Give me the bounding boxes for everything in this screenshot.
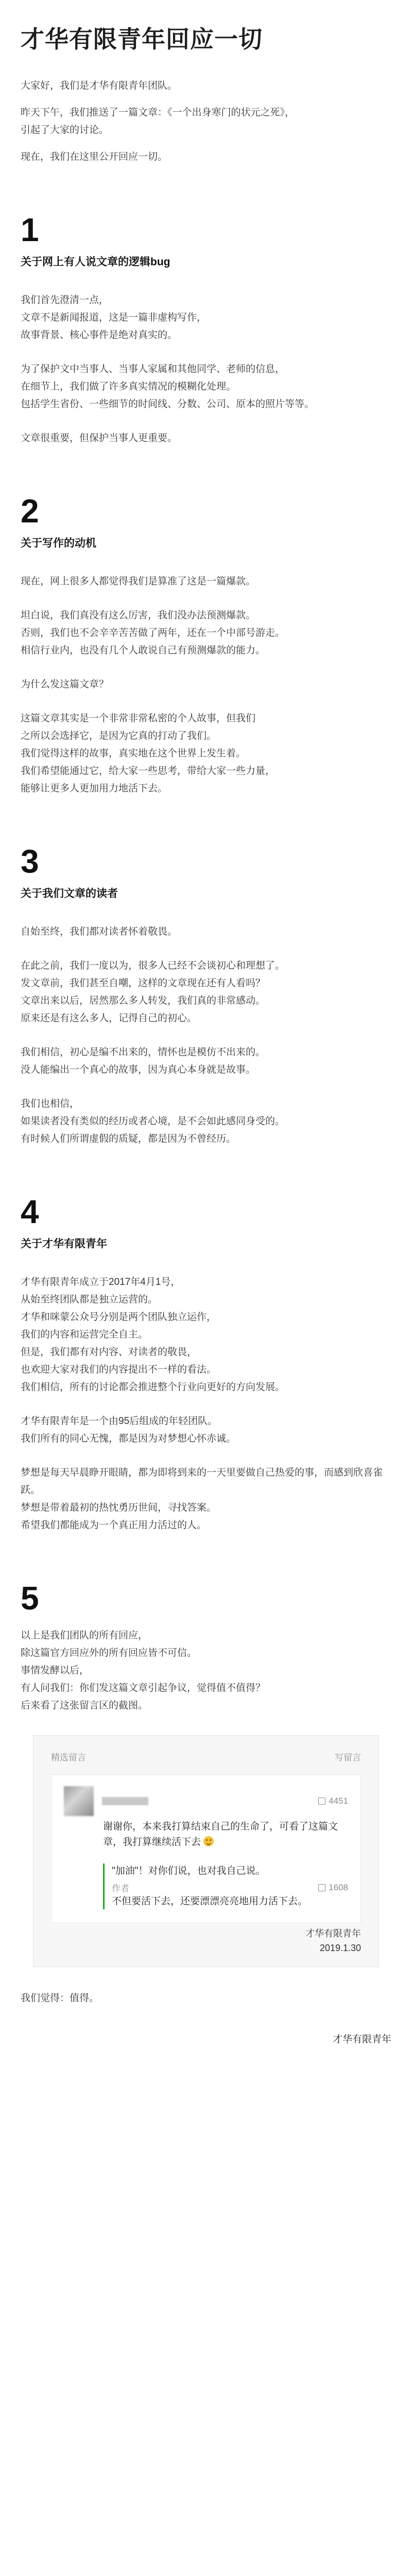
screenshot-sign-date: 2019.1.30 [319,1943,361,1953]
section-heading: 关于网上有人说文章的逻辑bug [21,256,170,268]
comment-text [103,1819,348,1850]
section-heading: 关于才华有限青年 [21,1238,107,1250]
text-line: 原来还是有这么多人，记得自己的初心。 [21,1013,197,1024]
section-2 [21,493,391,798]
page-title: 才华有限青年回应一切 [21,26,263,53]
intro-line: 昨天下午，我们推送了一篇文章：《一个出身寒门的状元之死》， [21,107,295,118]
section-number: 1 [21,211,39,248]
closing-line: 我们觉得：值得。 [21,1993,99,2004]
reply-author-label: 作者 [112,1884,129,1893]
section-heading: 关于我们文章的读者 [21,888,118,900]
text-line: 包括学生省份、一些细节的时间线、分数、公司、原本的照片等等。 [21,399,315,410]
footer-signature: 才华有限青年 [332,2034,391,2045]
text-line: 文章出来以后，居然那么多人转发，我们真的非常感动。 [21,995,266,1006]
paragraph [21,957,391,1027]
paragraph [21,923,391,941]
text-line: 能够让更多人更加用力地活下去。 [21,783,168,794]
text-line: 否则，我们也不会辛辛苦苦做了两年，还在一个中部号游走。 [21,628,285,638]
text-line: 文章很重要，但保护当事人更重要。 [21,433,178,444]
section-4 [21,1193,391,1534]
text-line: 我们所有的同心无愧，都是因为对梦想心怀赤诚。 [21,1433,236,1444]
text-line: 我们相信，初心是编不出来的，情怀也是模仿不出来的。 [21,1047,266,1058]
text-line: 事情发酵以后， [21,1665,90,1676]
text-line: 才华有限青年成立于2017年4月1号， [21,1277,181,1287]
text-line: 希望我们都能成为一个真正用力活过的人。 [21,1520,207,1531]
section-5 [21,1580,391,1715]
paragraph [21,1413,391,1448]
section-1 [21,211,391,447]
text-line: 有人问我们：你们发这篇文章引起争议，觉得值不值得？ [21,1683,266,1693]
text-line: 相信行业内，也没有几个人敢说自己有预测爆款的能力。 [21,645,266,656]
comment-screenshot [33,1735,379,1967]
text-line: 故事背景、核心事件是绝对真实的。 [21,330,178,341]
text-line: 后来看了这张留言区的截图。 [21,1700,148,1711]
paragraph [21,430,391,447]
intro-line: 大家好，我们是才华有限青年团队。 [21,80,178,91]
text-line: 为什么发这篇文章？ [21,679,109,690]
paragraph [21,1274,391,1396]
text-line: 梦想是每天早晨睁开眼睛，都为即将到来的一天里要做自己热爱的事，而感到欣喜雀跃。 [21,1467,383,1496]
blurred-nickname [102,1797,148,1805]
paragraph [21,1044,391,1079]
reply-likes[interactable] [318,1883,348,1893]
text-line: 发文章前，我们甚至自嘲，这样的文章现在还有人看吗？ [21,978,266,989]
reply-like-count: 1608 [329,1882,348,1892]
paragraph [21,361,391,413]
text-line: 才华和咪蒙公众号分别是两个团队独立运作， [21,1312,217,1323]
screenshot-signature [51,1926,361,1955]
text-line: 文章不是新闻报道，这是一篇非虚构写作， [21,312,207,323]
paragraph [21,607,391,659]
reply-text-continued: 不但要活下去，还要漂漂亮亮地用力活下去。 [112,1896,308,1907]
smile-emoji-icon [203,1836,214,1846]
author-reply [103,1863,348,1909]
paragraph [21,1627,391,1715]
text-line: 在细节上，我们做了许多真实情况的模糊化处理。 [21,381,236,392]
text-line: 现在，网上很多人都觉得我们是算准了这是一篇爆款。 [21,576,256,587]
text-line: 在此之前，我们一度以为，很多人已经不会谈初心和理想了。 [21,960,285,971]
text-line: 为了保护文中当事人、当事人家属和其他同学、老师的信息， [21,364,285,375]
section-number: 5 [21,1580,39,1617]
comment-body: 谢谢你，本来我打算结束自己的生命了，可看了这篇文章，我打算继续活下去 [103,1821,338,1848]
thumb-up-icon [318,1884,325,1891]
text-line: 我们的内容和运营完全自主。 [21,1329,148,1340]
paragraph [21,1464,391,1534]
reply-text: "加油"！对你们说，也对我自己说。 [112,1866,266,1876]
text-line: 我们也相信， [21,1098,80,1109]
text-line: 之所以会选择它，是因为它真的打动了我们。 [21,731,217,741]
text-line: 我们希望能通过它，给大家一些思考，带给大家一些力量， [21,766,276,776]
paragraph [21,292,391,344]
thumb-up-icon [318,1798,325,1805]
comment-like-count: 4451 [329,1796,348,1806]
intro [21,77,391,166]
text-line: 有时候人们所谓虚假的质疑，都是因为不曾经历。 [21,1133,236,1144]
featured-comments-label: 精选留言 [51,1753,86,1762]
text-line: 如果读者没有类似的经历或者心境，是不会如此感同身受的。 [21,1116,285,1127]
text-line: 我们觉得这样的故事，真实地在这个世界上发生着。 [21,748,246,759]
text-line: 自始至终，我们都对读者怀着敬畏。 [21,926,178,937]
text-line: 才华有限青年是一个由95后组成的年轻团队。 [21,1416,218,1427]
paragraph [21,1095,391,1148]
comment-likes[interactable] [318,1796,348,1806]
text-line: 除这篇官方回应外的所有回应皆不可信。 [21,1648,197,1658]
section-number: 3 [21,843,39,880]
text-line: 我们相信，所有的讨论都会推进整个行业向更好的方向发展。 [21,1382,285,1393]
text-line: 但是，我们都有对内容、对读者的敬畏， [21,1347,197,1358]
text-line: 从始至终团队都是独立运营的。 [21,1294,158,1305]
section-heading: 关于写作的动机 [21,537,96,549]
section-number: 4 [21,1193,39,1230]
text-line: 没人能编出一个真心的故事，因为真心本身就是故事。 [21,1064,256,1075]
paragraph [21,710,391,798]
paragraph [21,676,391,693]
text-line: 以上是我们团队的所有回应， [21,1630,148,1641]
text-line: 我们首先澄清一点， [21,295,109,306]
text-line: 这篇文章其实是一个非常非常私密的个人故事，但我们 [21,713,256,724]
section-number: 2 [21,493,39,530]
section-3 [21,843,391,1148]
intro-line: 现在，我们在这里公开回应一切。 [21,151,168,162]
intro-line: 引起了大家的讨论。 [21,125,109,135]
screenshot-sign-name: 才华有限青年 [305,1928,361,1939]
text-line: 也欢迎大家对我们的内容提出不一样的看法。 [21,1364,217,1375]
write-comment-link[interactable]: 写留言 [335,1753,361,1762]
blurred-avatar [64,1786,94,1816]
paragraph [21,573,391,590]
text-line: 坦白说，我们真没有这么厉害，我们没办法预测爆款。 [21,610,256,621]
text-line: 梦想是带着最初的热忱勇历世间，寻找答案。 [21,1502,217,1513]
